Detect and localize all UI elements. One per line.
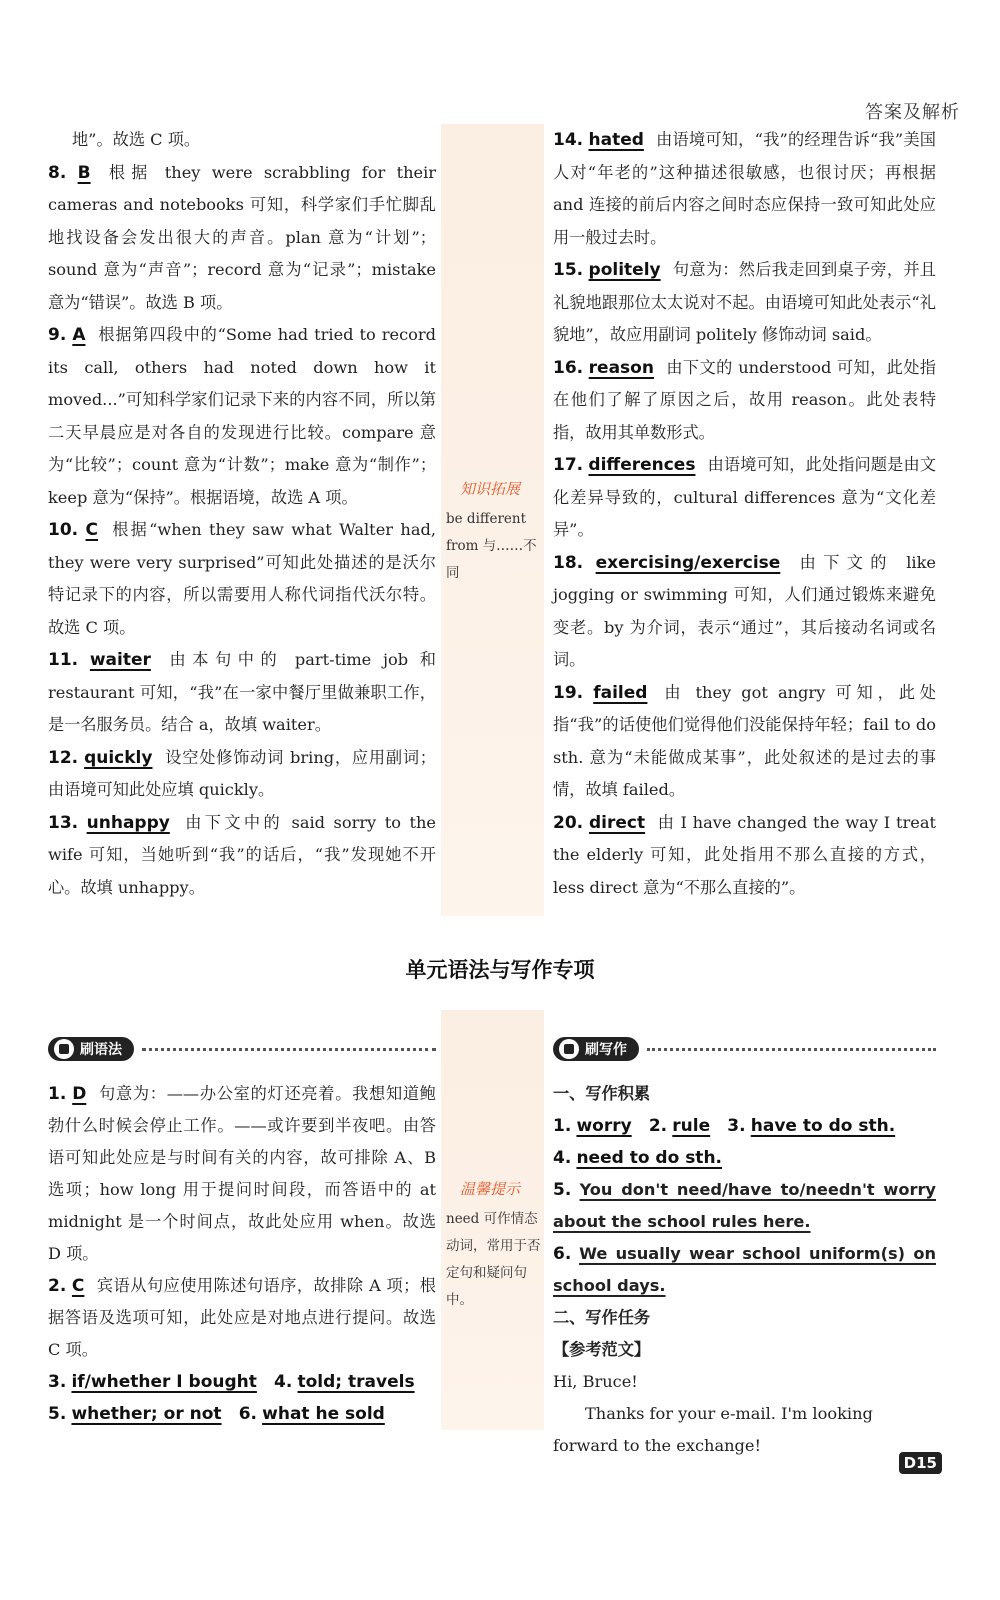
answer-line: 5. whether; or not 6. what he sold (48, 1404, 385, 1424)
sample-essay-label: 【参考范文】 (553, 1340, 651, 1359)
answer-line: 6. We usually wear school uniform(s) on school days. (553, 1244, 936, 1295)
page-number: D15 (899, 1452, 942, 1474)
answer-item: 12. quickly 设空处修饰动词 bring，应用副词；由语境可知此处应填 quickly。 (48, 747, 436, 799)
dotted-divider (647, 1048, 936, 1051)
answer-item: 11. waiter 由本句中的 part-time job 和 restaurant 可知，“我”在一家中餐厅里做兼职工作，是一名服务员。结合 a，故填 waiter。 (48, 650, 436, 734)
answer-line: 4. need to do sth. (553, 1148, 722, 1168)
answer-item: 17. differences 由语境可知，此处指问题是由文化差异导致的，cultural differences 意为“文化差异”。 (553, 455, 937, 539)
page-header: 答案及解析 (865, 102, 960, 123)
right-answer-column (553, 124, 936, 904)
tip-title-reminder: 温馨提示 (460, 1180, 521, 1198)
grammar-tag: 刷语法 (48, 1035, 436, 1063)
pen-logo-icon (559, 1039, 579, 1059)
sample-body: Thanks for your e-mail. I'm looking forward to the exchange! (553, 1404, 873, 1455)
answer-line: 3. if/whether I bought 4. told; travels (48, 1372, 415, 1392)
left-answer-column (48, 124, 436, 904)
answer-item: 16. reason 由下文的 understood 可知，此处指在他们了解了原因之后，故用 reason。此处表特指，故用其单数形式。 (553, 357, 936, 442)
section-title: 单元语法与写作专项 (405, 958, 595, 982)
answer-line: 1. worry 2. rule 3. have to do sth. (553, 1116, 896, 1136)
answer-item: 19. failed 由 they got angry 可知，此处指“我”的话使他们觉得他们没能保持年轻；fail to do sth. 意为“未能做成某事”，此处叙述的是过去的事情，故填 failed。 (553, 682, 936, 799)
answer-item: 地”。故选 C 项。 (72, 130, 201, 149)
writing-column (553, 1078, 936, 1462)
answer-item: 14. hated 由语境可知，“我”的经理告诉“我”美国人对“年老的”这种描述很敏感，也很讨厌；再根据 and 连接的前后内容之间时态应保持一致可知此处应用一般过去时。 (553, 130, 936, 247)
tip-title-knowledge: 知识拓展 (460, 480, 521, 498)
answer-item: 2. C 宾语从句应使用陈述句语序，故排除 A 项；根据答语及选项可知，此处应是对地点进行提问。故选 C 项。 (48, 1276, 436, 1359)
tip-text-reminder: need 可作情态动词，常用于否定句和疑问句中。 (446, 1211, 541, 1308)
answer-item: 18. exercising/exercise 由下文的 like jogging or swimming 可知，人们通过锻炼来避免变老。by 为介词，表示“通过”，其后接动名词或名词。 (553, 552, 937, 669)
answer-line: 5. You don't need/have to/needn't worry about the school rules here. (553, 1180, 936, 1231)
answer-item: 10. C 根据“when they saw what Walter had, they were very surprised”可知此处描述的是沃尔特记录下的内容，所以需要用人称代词指代沃尔特。故选 C 项。 (48, 520, 436, 637)
pen-logo-icon (54, 1039, 74, 1059)
answer-item: 8. B 根据 they were scrabbling for their cameras and notebooks 可知，科学家们手忙脚乱地找设备会发出很大的声音。plan 意为“计划”；sound 意为“声音”；record 意为“记录”；mistake 意为“错误”。故选 B 项。 (48, 162, 436, 312)
tip-text-knowledge: be different from 与……不同 (446, 511, 537, 581)
answer-item: 13. unhappy 由下文中的 said sorry to the wife 可知，当她听到“我”的话后，“我”发现她不开心。故填 unhappy。 (48, 812, 436, 897)
sample-greeting: Hi, Bruce! (553, 1372, 638, 1391)
answer-item: 1. D 句意为：——办公室的灯还亮着。我想知道鲍勃什么时候会停止工作。——或许要到半夜吧。由答语可知此处应是与时间有关的内容，故可排除 A、B 选项；how long 用于提问时间段，而答语中的 at midnight 是一个时间点，故此处应用 when。故选 D 项。 (48, 1084, 436, 1263)
dotted-divider (142, 1048, 436, 1051)
writing-tag: 刷写作 (553, 1035, 936, 1063)
writing-part2-title: 二、写作任务 (553, 1308, 651, 1327)
answer-item: 9. A 根据第四段中的“Some had tried to record its call, others had noted down how it moved...”可知科学家们记录下来的内容不同，所以第二天早晨应是对各自的发现进行比较。compare 意为“比较”；count 意为“计数”；make 意为“制作”；keep 意为“保持”。根据语境，故选 A 项。 (48, 325, 436, 507)
writing-part1-title: 一、写作积累 (553, 1084, 651, 1103)
answer-item: 15. politely 句意为：然后我走回到桌子旁，并且礼貌地跟那位太太说对不起。由语境可知此处表示“礼貌地”，故应用副词 politely 修饰动词 said。 (553, 260, 936, 344)
answer-item: 20. direct 由 I have changed the way I treat the elderly 可知，此处指用不那么直接的方式，less direct 意为“不那么直接的”。 (553, 812, 936, 897)
grammar-column (48, 1078, 436, 1430)
